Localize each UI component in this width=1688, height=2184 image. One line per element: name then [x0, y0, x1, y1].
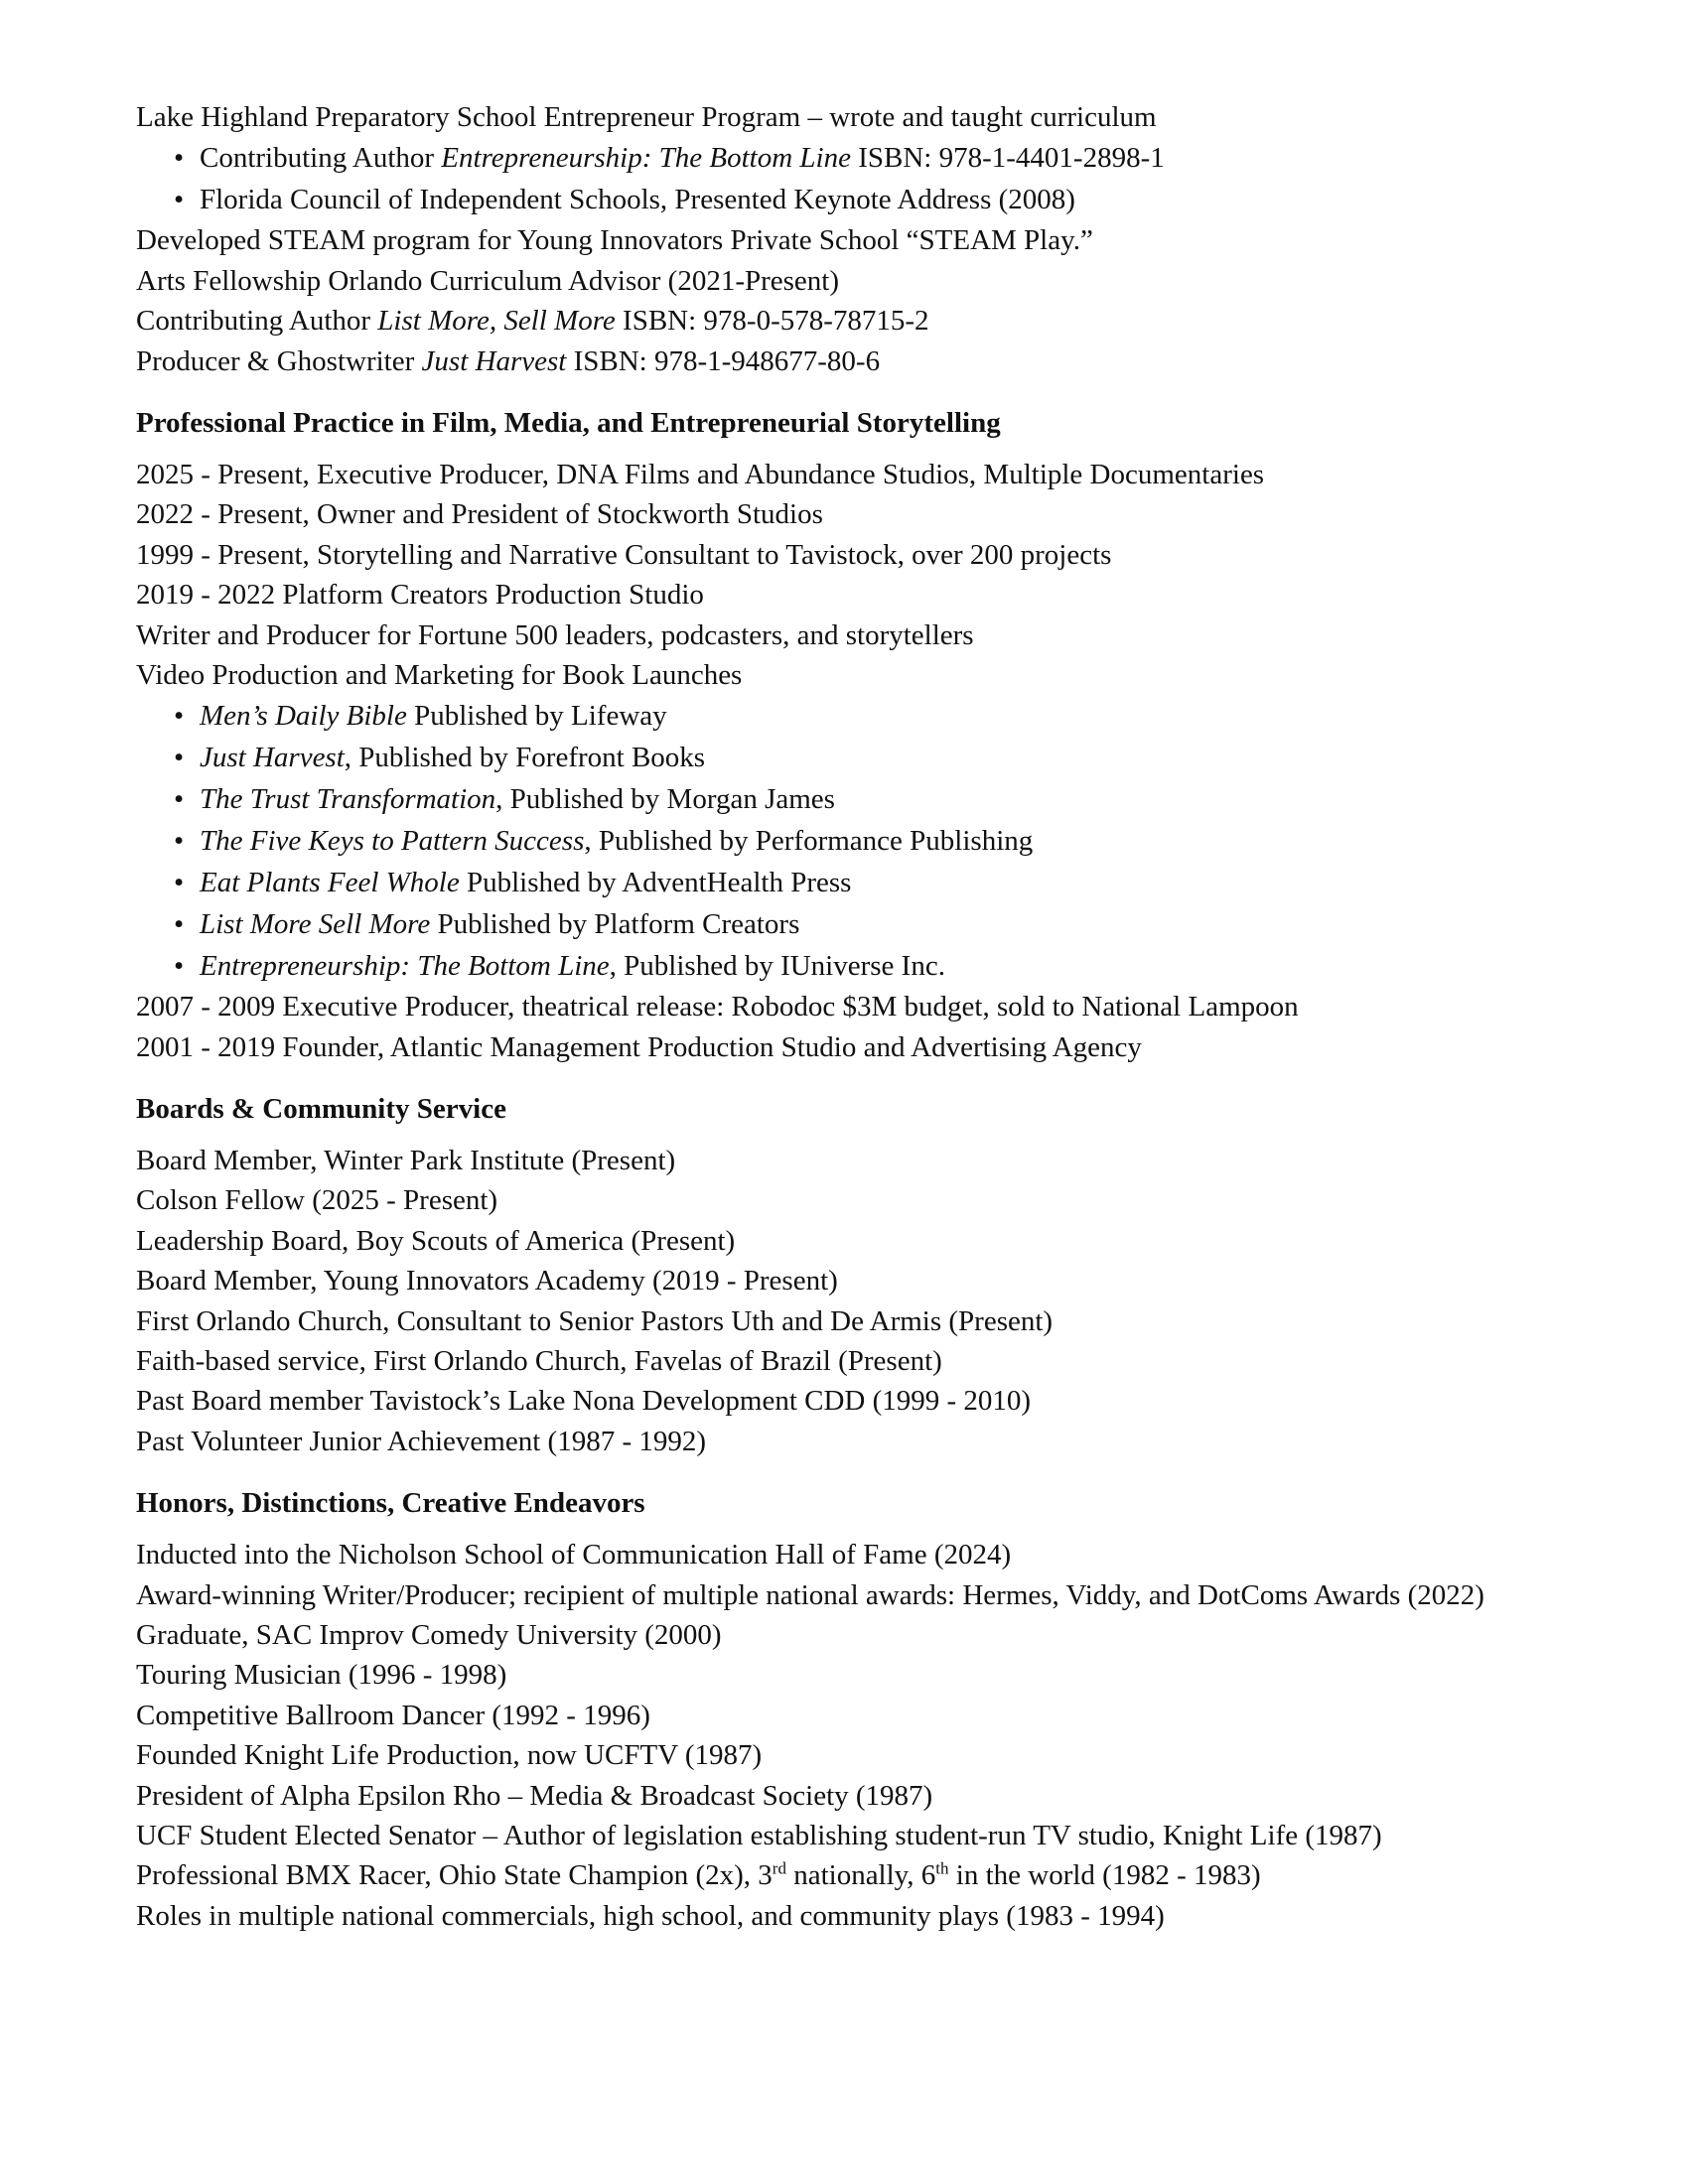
professional-line: Video Production and Marketing for Book Launches [136, 658, 743, 691]
book-list-item: • Eat Plants Feel Whole Published by AdventHealth Press [136, 862, 1596, 903]
bullet-icon: • [174, 950, 185, 983]
board-line: Leadership Board, Boy Scouts of America (Present) [136, 1224, 736, 1257]
book-list-item: • List More Sell More Published by Platform Creators [136, 903, 1596, 945]
honor-line: President of Alpha Epsilon Rho – Media & Broadcast Society (1987) [136, 1779, 933, 1812]
bmx-honor-line: Professional BMX Racer, Ohio State Champion (2x), 3rd nationally, 6th in the world (1982 - 1983) [136, 1858, 1261, 1892]
section-heading-professional: Professional Practice in Film, Media, and Entrepreneurial Storytelling [136, 406, 1001, 439]
board-line: Faith-based service, First Orlando Church, Favelas of Brazil (Present) [136, 1345, 942, 1378]
section-heading-boards: Boards & Community Service [136, 1093, 506, 1126]
honor-line: Touring Musician (1996 - 1998) [136, 1659, 507, 1692]
professional-line: 2025 - Present, Executive Producer, DNA Films and Abundance Studios, Multiple Documentaries [136, 458, 1265, 490]
honor-line: UCF Student Elected Senator – Author of legislation establishing student-run TV studio, Knight Life (1987) [136, 1819, 1382, 1851]
board-line: Board Member, Winter Park Institute (Present) [136, 1145, 676, 1177]
bullet-icon: • [174, 825, 185, 858]
honor-line: Award-winning Writer/Producer; recipient of multiple national awards: Hermes, Viddy, and DotComs Awards (2022) [136, 1578, 1484, 1611]
arts-fellowship-line: Arts Fellowship Orlando Curriculum Advisor (2021-Present) [136, 264, 840, 297]
bullet-icon: • [174, 184, 185, 216]
professional-line: 2022 - Present, Owner and President of Stockworth Studios [136, 498, 823, 531]
book-list-item: • The Five Keys to Pattern Success, Published by Performance Publishing [136, 820, 1596, 862]
book-list-item: • The Trust Transformation, Published by Morgan James [136, 778, 1596, 820]
board-line: First Orlando Church, Consultant to Senior Pastors Uth and De Armis (Present) [136, 1304, 1054, 1337]
resume-content [136, 97, 1596, 1936]
professional-line: 1999 - Present, Storytelling and Narrative Consultant to Tavistock, over 200 projects [136, 538, 1112, 571]
book-list-item: • Just Harvest, Published by Forefront Books [136, 737, 1596, 778]
honor-line: Roles in multiple national commercials, high school, and community plays (1983 - 1994) [136, 1899, 1165, 1932]
honor-line: Graduate, SAC Improv Comedy University (2000) [136, 1618, 722, 1651]
bullet-item: • Florida Council of Independent Schools, Presented Keynote Address (2008) [136, 179, 1596, 220]
book-list-item: • Entrepreneurship: The Bottom Line, Published by IUniverse Inc. [136, 945, 1596, 987]
bullet-item: • Contributing Author Entrepreneurship: The Bottom Line ISBN: 978-1-4401-2898-1 [136, 137, 1596, 179]
just-harvest-line: Producer & Ghostwriter Just Harvest ISBN: 978-1-948677-80-6 [136, 344, 881, 377]
lake-highland-line: Lake Highland Preparatory School Entrepreneur Program – wrote and taught curriculum [136, 101, 1157, 133]
professional-line: 2001 - 2019 Founder, Atlantic Management Production Studio and Advertising Agency [136, 1030, 1142, 1063]
bullet-icon: • [174, 742, 185, 774]
bullet-icon: • [174, 867, 185, 899]
board-line: Past Board member Tavistock’s Lake Nona Development CDD (1999 - 2010) [136, 1385, 1032, 1418]
board-line: Board Member, Young Innovators Academy (2019 - Present) [136, 1265, 838, 1297]
bullet-icon: • [174, 908, 185, 941]
bullet-icon: • [174, 700, 185, 733]
bullet-icon: • [174, 783, 185, 816]
book-list-item: • Men’s Daily Bible Published by Lifeway [136, 695, 1596, 737]
bullet-icon: • [174, 142, 185, 175]
professional-line: 2007 - 2009 Executive Producer, theatrical release: Robodoc $3M budget, sold to National Lampoon [136, 991, 1299, 1024]
professional-line: 2019 - 2022 Platform Creators Production Studio [136, 579, 704, 612]
board-line: Colson Fellow (2025 - Present) [136, 1184, 498, 1217]
board-line: Past Volunteer Junior Achievement (1987 - 1992) [136, 1425, 707, 1457]
honor-line: Competitive Ballroom Dancer (1992 - 1996) [136, 1699, 650, 1731]
section-heading-honors: Honors, Distinctions, Creative Endeavors [136, 1487, 645, 1520]
steam-line: Developed STEAM program for Young Innovators Private School “STEAM Play.” [136, 224, 1093, 257]
honor-line: Founded Knight Life Production, now UCFTV (1987) [136, 1739, 763, 1772]
professional-line: Writer and Producer for Fortune 500 leaders, podcasters, and storytellers [136, 618, 974, 651]
honor-line: Inducted into the Nicholson School of Communication Hall of Fame (2024) [136, 1539, 1012, 1571]
list-more-line: Contributing Author List More, Sell More ISBN: 978-0-578-78715-2 [136, 305, 929, 338]
